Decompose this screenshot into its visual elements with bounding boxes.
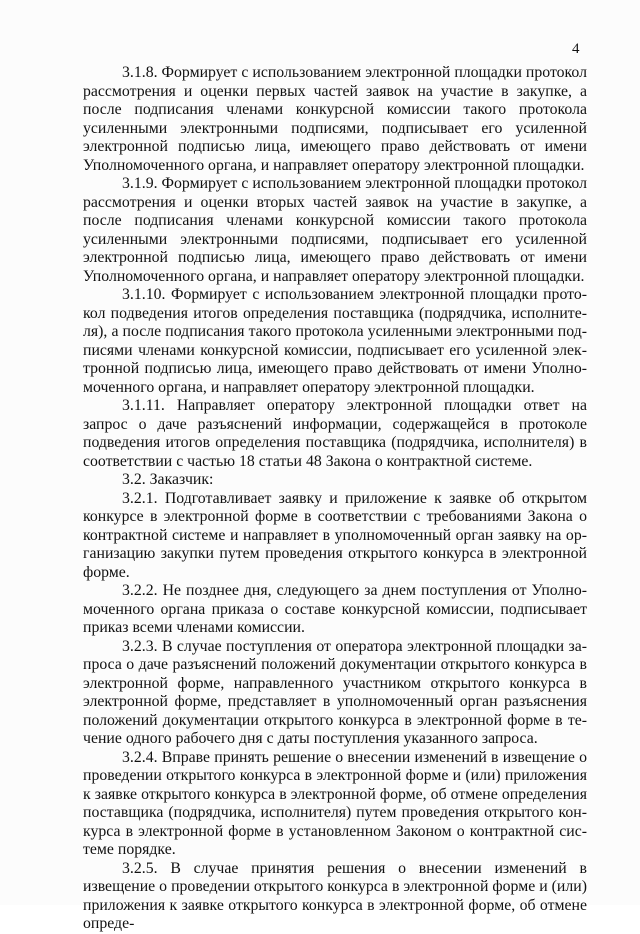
paragraph-3-1-11: 3.1.11. Направляет оператору электронной площадки ответ на запрос о даче разъяснений информации, содержащейся в протоколе подведения итогов определения поставщика (подрядчика, исполнителя) в соответствии с частью 18 статьи 48 Закона о контрактной системе. bbox=[83, 397, 587, 470]
document-body bbox=[83, 64, 587, 934]
paragraph-3-2-2: 3.2.2. Не позднее дня, следующего за днем поступления от Уполномоченного органа приказа о составе конкурсной комиссии, подписывает приказ всеми членами комиссии. bbox=[83, 582, 587, 636]
page-number: 4 bbox=[572, 41, 580, 57]
paragraph-3-1-9: 3.1.9. Формирует с использованием электронной площадки протокол рассмотрения и оценки вторых частей заявок на участие в закупке, а после подписания членами конкурсной комиссии такого протокола усиленными электронными подписями, подписывает его усиленной электронной подписью лица, имеющего право действовать от имени Уполномоченного органа, и направляет оператору электронной площадки. bbox=[83, 175, 587, 285]
paragraph-3-2-heading: 3.2. Заказчик: bbox=[122, 471, 214, 488]
paragraph-3-1-8: 3.1.8. Формирует с использованием электронной площадки протокол рассмотрения и оценки первых частей заявок на участие в закупке, а после подписания членами конкурсной комиссии такого протокола усиленными электронными подписями, подписывает его усиленной электронной подписью лица, имеющего право действовать от имени Уполномоченного органа, и направляет оператору электронной площадки. bbox=[83, 64, 587, 174]
paragraph-3-1-10: 3.1.10. Формирует с использованием электронной площадки протокол подведения итогов определения поставщика (подрядчика, исполнителя), а после подписания такого протокола усиленными электронными подписями членами конкурсной комиссии, подписывает его усиленной электронной подписью лица, имеющего право действовать от имени Уполномоченного органа, и направляет оператору электронной площадки. bbox=[83, 286, 587, 396]
paragraph-3-2-3: 3.2.3. В случае поступления от оператора электронной площадки запроса о даче разъяснений положений документации открытого конкурса в электронной форме, направленного участником открытого конкурса в электронной форме, представляет в уполномоченный орган разъяснения положений документации открытого конкурса в электронной форме в течение одного рабочего дня с даты поступления указанного запроса. bbox=[83, 637, 587, 747]
paragraph-3-2-4: 3.2.4. Вправе принять решение о внесении изменений в извещение о проведении открытого конкурса в электронной форме и (или) приложения к заявке открытого конкурса в электронной форме, об отмене определения поставщика (подрядчика, исполнителя) путем проведения открытого конкурса в электронной форме в установленном Законом о контрактной системе порядке. bbox=[83, 748, 587, 858]
paragraph-3-2-1: 3.2.1. Подготавливает заявку и приложение к заявке об открытом конкурсе в электронной форме в соответствии с требованиями Закона о контрактной системе и направляет в уполномоченный орган заявку на организацию закупки путем проведения открытого конкурса в электронной форме. bbox=[83, 489, 587, 581]
paragraph-3-2-5: 3.2.5. В случае принятия решения о внесении изменений в извещение о проведении открытого конкурса в электронной форме и (или) приложения к заявке открытого конкурса в электронной форме, об отмене опреде- bbox=[83, 859, 587, 932]
